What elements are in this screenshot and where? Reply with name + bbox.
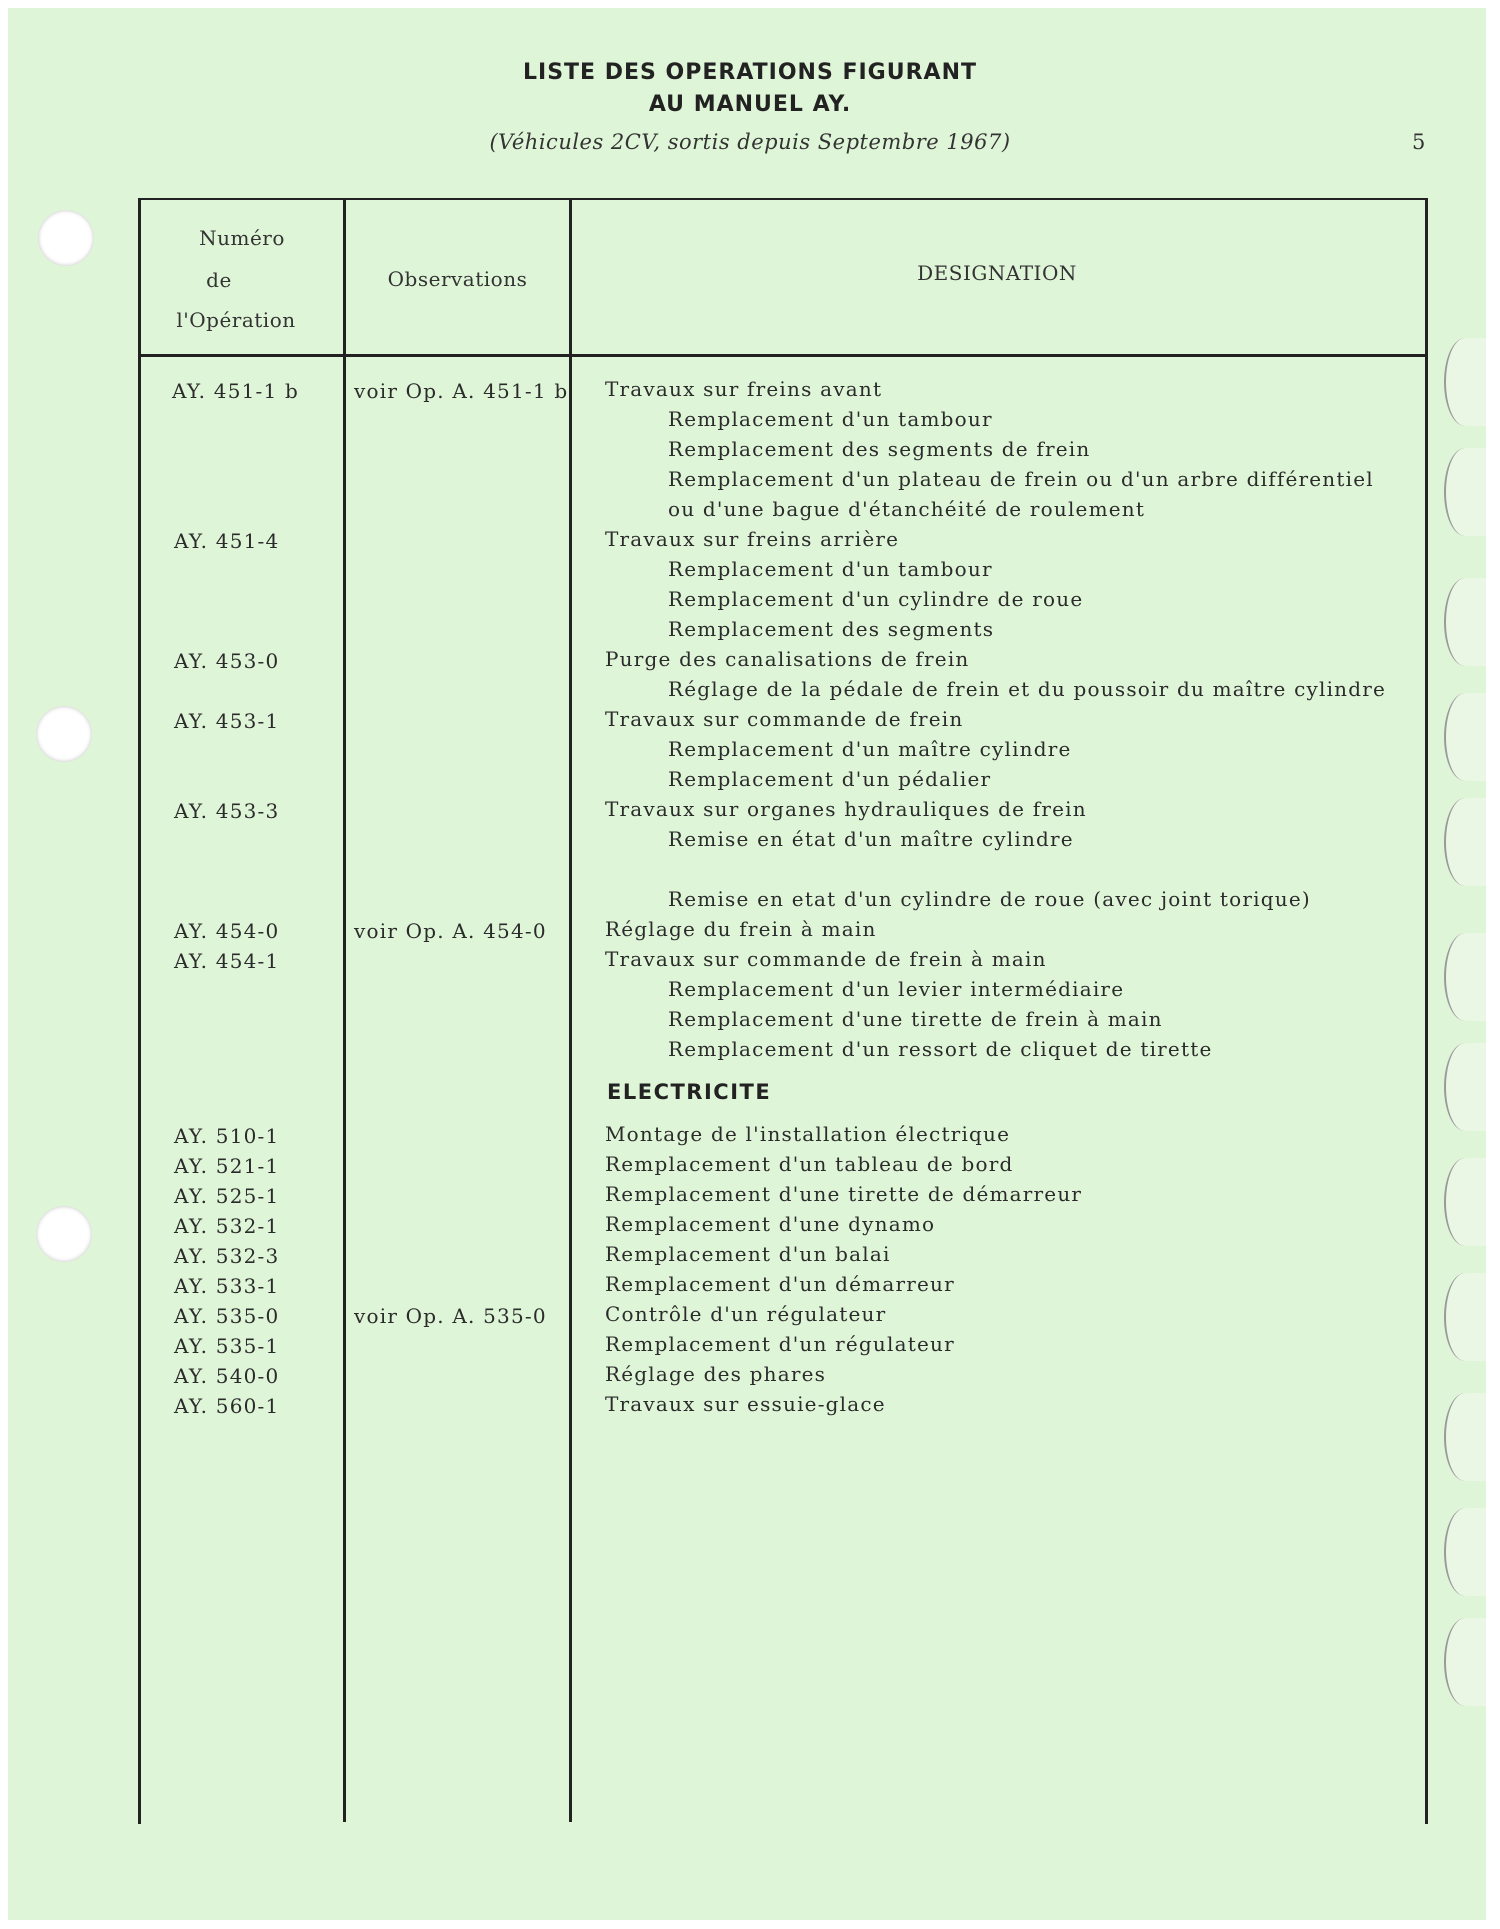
operation-number: AY. 521-1 bbox=[174, 1154, 280, 1178]
tab-notch bbox=[1444, 933, 1486, 1021]
tab-notch bbox=[1444, 1158, 1486, 1246]
operation-designation: Remplacement d'un démarreur bbox=[605, 1272, 955, 1296]
operation-designation: Travaux sur commande de frein bbox=[605, 707, 964, 731]
operation-number: AY. 451-1 b bbox=[172, 379, 299, 403]
operation-designation: Remplacement d'un maître cylindre bbox=[668, 737, 1072, 761]
tab-notch bbox=[1444, 1508, 1486, 1596]
operation-designation: Remplacement d'une dynamo bbox=[605, 1212, 936, 1236]
operation-designation: Remplacement des segments de frein bbox=[668, 437, 1091, 461]
operation-designation: ou d'une bague d'étanchéité de roulement bbox=[668, 497, 1146, 521]
operation-observation: voir Op. A. 535-0 bbox=[354, 1304, 547, 1328]
operation-number: AY. 540-0 bbox=[174, 1364, 280, 1388]
operation-designation: Remplacement d'une tirette de démarreur bbox=[605, 1182, 1083, 1206]
operation-number: AY. 560-1 bbox=[174, 1394, 280, 1418]
tab-notch bbox=[1444, 1273, 1486, 1361]
section-heading-electricite: ELECTRICITE bbox=[607, 1080, 772, 1104]
tab-notch bbox=[1444, 338, 1486, 426]
operation-number: AY. 535-0 bbox=[174, 1304, 280, 1328]
binder-hole-middle bbox=[36, 706, 92, 762]
operation-number: AY. 454-0 bbox=[174, 919, 280, 943]
operation-designation: Travaux sur commande de frein à main bbox=[605, 947, 1047, 971]
operation-designation: Remplacement d'un régulateur bbox=[605, 1332, 955, 1356]
operation-number: AY. 532-3 bbox=[174, 1244, 280, 1268]
operation-designation: Remplacement d'un tableau de bord bbox=[605, 1152, 1014, 1176]
page-title-line1: LISTE DES OPERATIONS FIGURANT bbox=[523, 60, 977, 85]
operation-designation: Remplacement d'un levier intermédiaire bbox=[668, 977, 1125, 1001]
operation-designation: Remplacement des segments bbox=[668, 617, 995, 641]
operation-number: AY. 532-1 bbox=[174, 1214, 280, 1238]
operation-number: AY. 533-1 bbox=[174, 1274, 280, 1298]
operation-designation: Remplacement d'un tambour bbox=[668, 407, 993, 431]
header-observations: Observations bbox=[387, 267, 528, 291]
tab-notch bbox=[1444, 448, 1486, 536]
header-designation: DESIGNATION bbox=[917, 261, 1077, 285]
page-title-line2: AU MANUEL AY. bbox=[648, 92, 852, 117]
operation-designation: Travaux sur freins arrière bbox=[605, 527, 900, 551]
operation-designation: Remise en état d'un maître cylindre bbox=[668, 827, 1074, 851]
page-subtitle: (Véhicules 2CV, sortis depuis Septembre 1967) bbox=[489, 130, 1011, 154]
operation-designation: Purge des canalisations de frein bbox=[605, 647, 970, 671]
tab-notch bbox=[1444, 693, 1486, 781]
operation-designation: Remplacement d'un plateau de frein ou d'un arbre différentiel bbox=[668, 467, 1374, 491]
operation-designation: Remise en etat d'un cylindre de roue (avec joint torique) bbox=[668, 887, 1311, 911]
operation-number: AY. 535-1 bbox=[174, 1334, 280, 1358]
column-divider-2 bbox=[569, 198, 572, 1822]
page-number: 5 bbox=[1412, 130, 1426, 154]
operation-designation: Travaux sur organes hydrauliques de frein bbox=[605, 797, 1087, 821]
tab-notch bbox=[1444, 1043, 1486, 1131]
operation-designation: Remplacement d'un balai bbox=[605, 1242, 891, 1266]
header-divider bbox=[138, 354, 1425, 357]
operation-designation: Réglage des phares bbox=[605, 1362, 827, 1386]
operation-number: AY. 510-1 bbox=[174, 1124, 280, 1148]
operation-number: AY. 453-1 bbox=[174, 709, 280, 733]
header-numero-line3: l'Opération bbox=[176, 308, 296, 332]
operation-observation: voir Op. A. 454-0 bbox=[354, 919, 547, 943]
binder-hole-bottom bbox=[36, 1206, 92, 1262]
column-divider-1 bbox=[343, 198, 346, 1822]
header-numero-line2: de bbox=[206, 268, 232, 292]
operation-designation: Remplacement d'un pédalier bbox=[668, 767, 992, 791]
operation-observation: voir Op. A. 451-1 b bbox=[354, 379, 569, 403]
tab-notch bbox=[1444, 1393, 1486, 1481]
tab-notch bbox=[1444, 1618, 1486, 1706]
operation-designation: Montage de l'installation électrique bbox=[605, 1122, 1011, 1146]
operation-designation: Remplacement d'un tambour bbox=[668, 557, 993, 581]
operation-number: AY. 451-4 bbox=[174, 529, 280, 553]
operation-designation: Remplacement d'un ressort de cliquet de tirette bbox=[668, 1037, 1213, 1061]
tab-notch bbox=[1444, 578, 1486, 666]
operation-designation: Remplacement d'une tirette de frein à main bbox=[668, 1007, 1163, 1031]
operation-designation: Contrôle d'un régulateur bbox=[605, 1302, 887, 1326]
operation-designation: Travaux sur essuie-glace bbox=[605, 1392, 886, 1416]
tab-notch bbox=[1444, 798, 1486, 886]
operation-designation: Remplacement d'un cylindre de roue bbox=[668, 587, 1084, 611]
binder-hole-top bbox=[38, 210, 94, 266]
operation-designation: Réglage du frein à main bbox=[605, 917, 877, 941]
operation-number: AY. 453-3 bbox=[174, 799, 280, 823]
operation-designation: Réglage de la pédale de frein et du poussoir du maître cylindre bbox=[668, 677, 1387, 701]
operation-number: AY. 454-1 bbox=[174, 949, 280, 973]
operation-number: AY. 453-0 bbox=[174, 649, 280, 673]
header-numero-line1: Numéro bbox=[199, 226, 285, 250]
operation-designation: Travaux sur freins avant bbox=[605, 377, 883, 401]
operation-number: AY. 525-1 bbox=[174, 1184, 280, 1208]
